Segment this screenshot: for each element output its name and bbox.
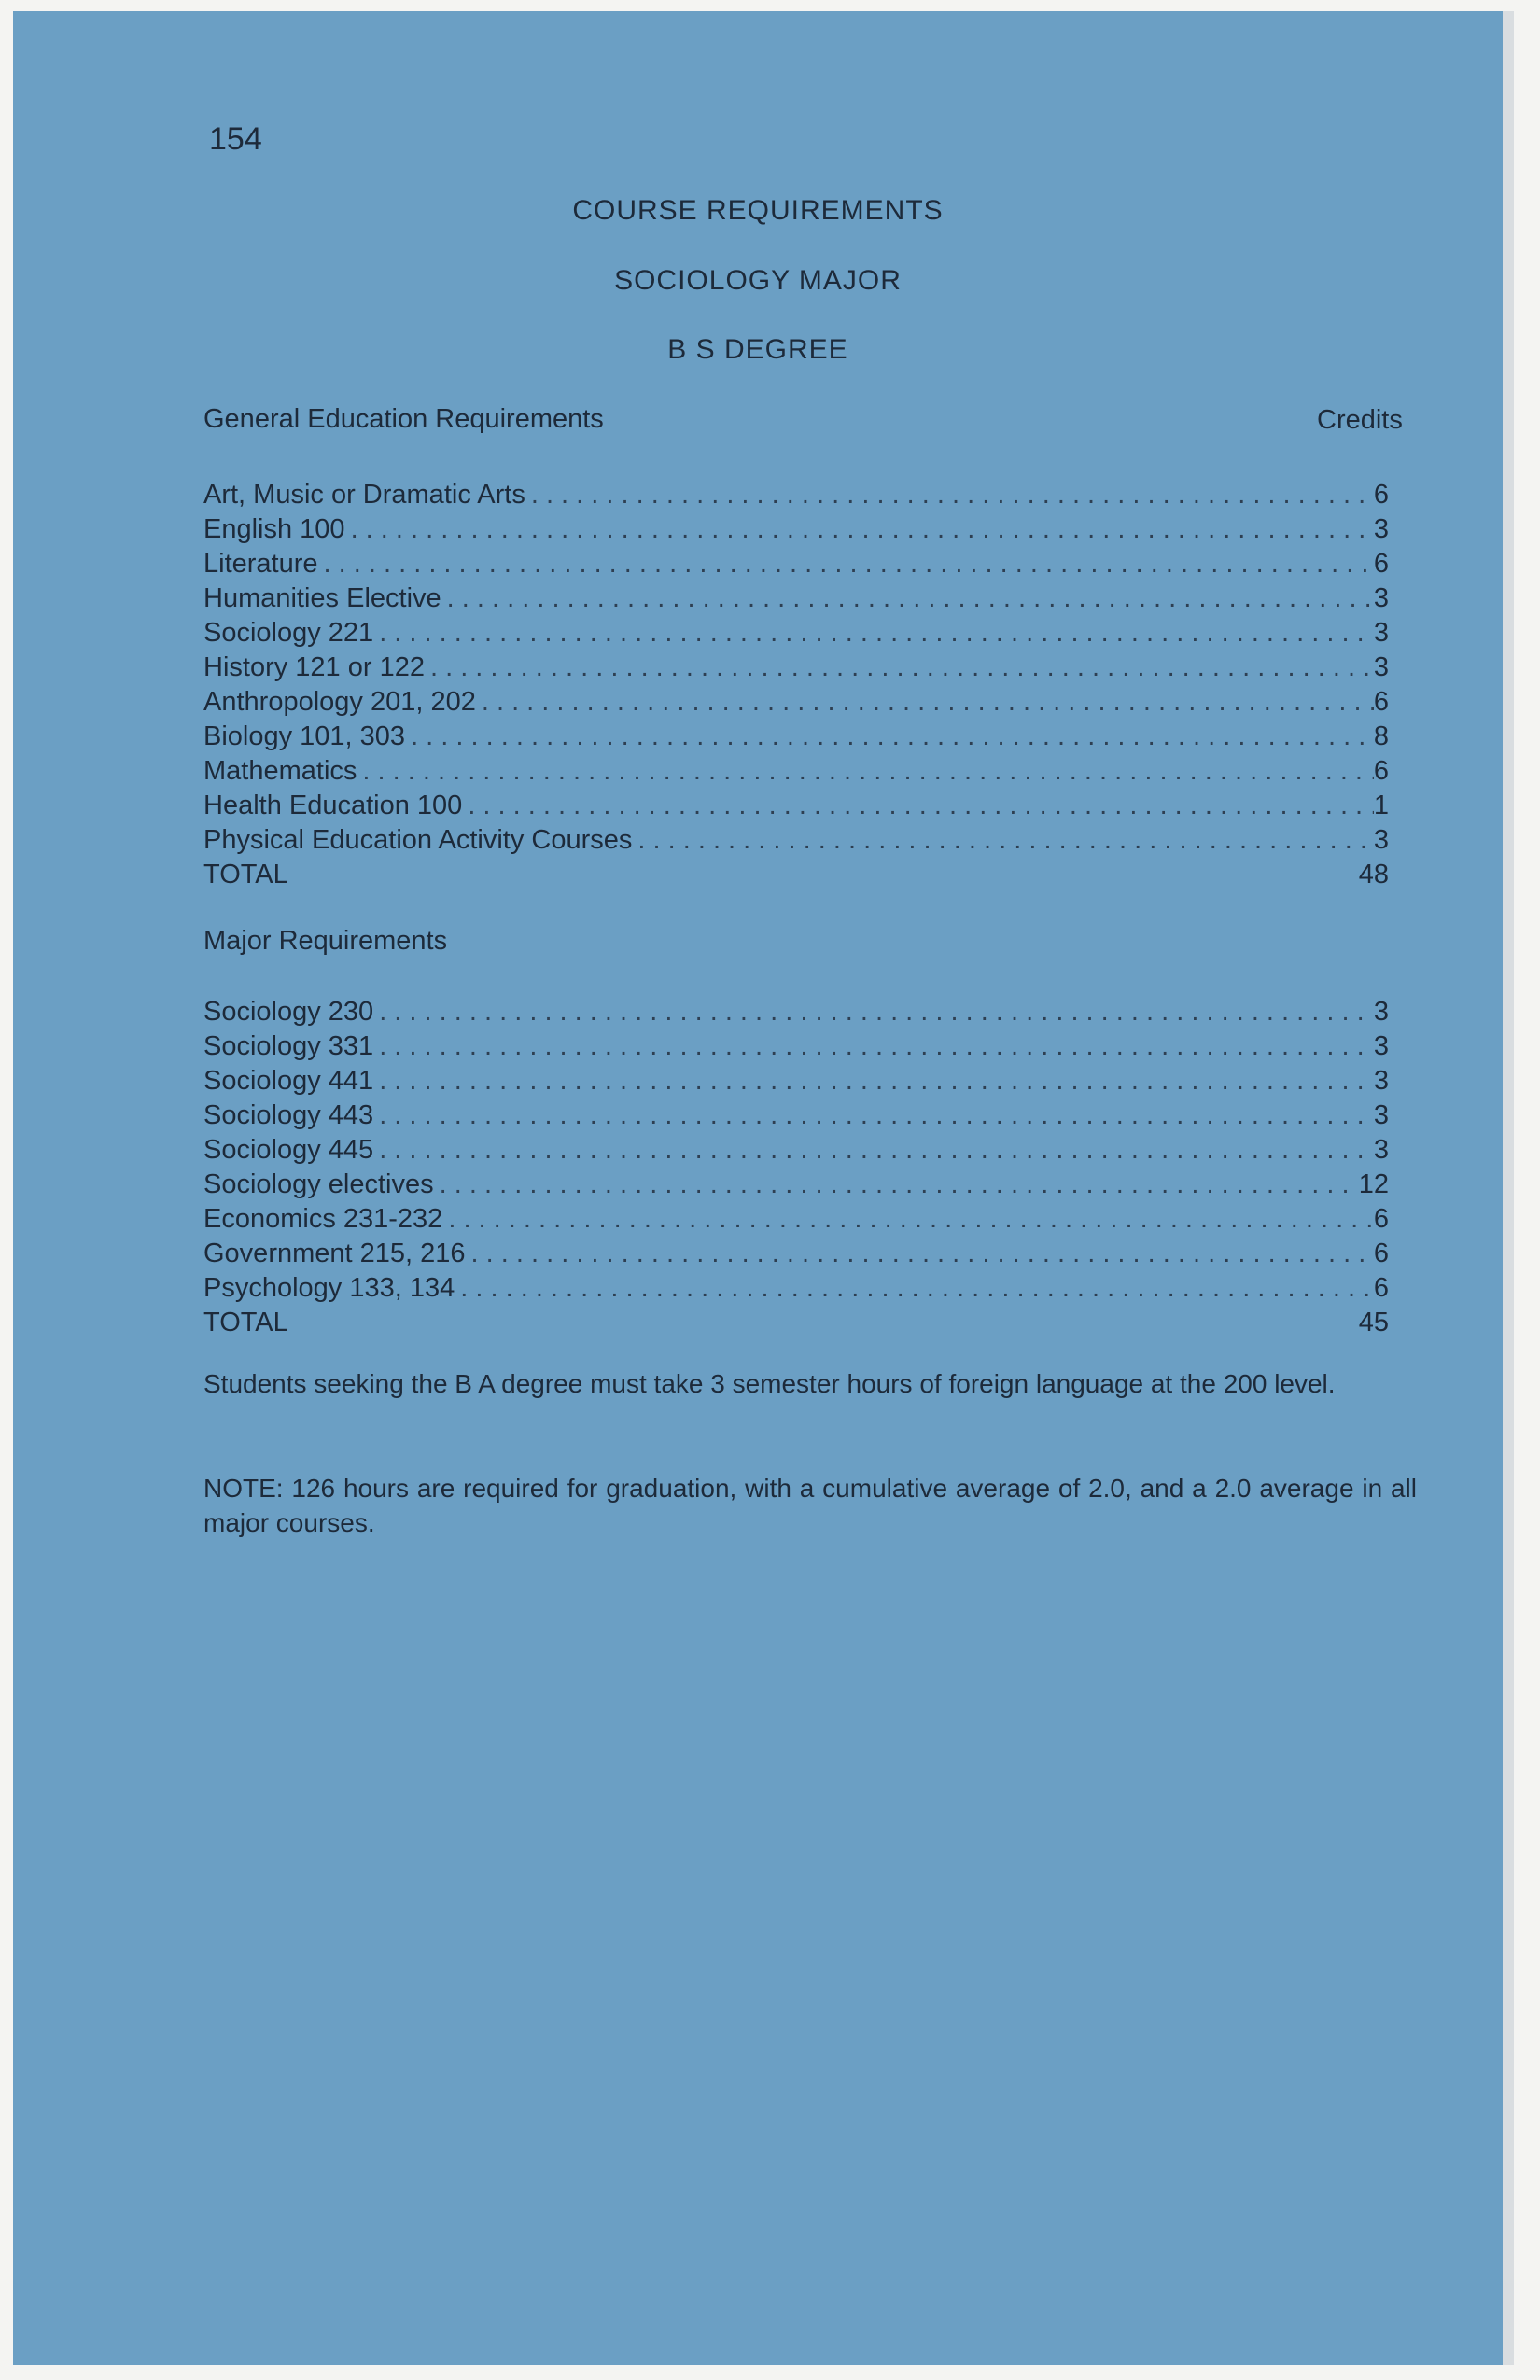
course-label: Sociology 443 — [203, 1100, 374, 1130]
total-label: TOTAL — [203, 1308, 288, 1337]
dot-leader — [379, 995, 1374, 1029]
course-label: Literature — [203, 549, 318, 579]
total-label: TOTAL — [203, 860, 288, 889]
course-credits: 3 — [1373, 1100, 1389, 1130]
course-label: Government 215, 216 — [203, 1239, 466, 1268]
course-label: Art, Music or Dramatic Arts — [203, 480, 525, 510]
list-item — [203, 1271, 1389, 1306]
total-value: 48 — [1358, 860, 1389, 889]
dot-leader — [379, 1029, 1374, 1064]
course-credits: 6 — [1373, 687, 1389, 717]
catalog-page — [13, 11, 1503, 2365]
dot-leader — [637, 823, 1373, 858]
general-total-row — [203, 858, 1389, 892]
major-total-row — [203, 1306, 1389, 1340]
dot-leader — [379, 1133, 1374, 1168]
course-label: Sociology 441 — [203, 1066, 374, 1096]
course-label: Health Education 100 — [203, 791, 463, 820]
list-item — [203, 995, 1389, 1029]
dot-leader — [379, 616, 1374, 651]
dot-leader — [471, 1237, 1374, 1271]
title-degree: B S DEGREE — [667, 334, 848, 365]
page-edge — [1503, 11, 1514, 2365]
course-credits: 3 — [1373, 583, 1389, 613]
course-credits: 12 — [1358, 1169, 1389, 1199]
dot-leader — [379, 1064, 1374, 1099]
dot-leader — [531, 478, 1374, 512]
course-credits: 3 — [1373, 514, 1389, 544]
title-major: SOCIOLOGY MAJOR — [614, 265, 902, 296]
dot-leader — [379, 1099, 1374, 1133]
course-label: Humanities Elective — [203, 583, 441, 613]
course-credits: 3 — [1373, 652, 1389, 682]
course-credits: 3 — [1373, 1066, 1389, 1096]
dot-leader — [324, 547, 1374, 581]
course-credits: 3 — [1373, 1031, 1389, 1061]
list-item — [203, 651, 1389, 685]
course-label: Anthropology 201, 202 — [203, 687, 476, 717]
ba-degree-note: Students seeking the B A degree must take 3 semester hours of foreign language at the 200 level. — [203, 1369, 1336, 1398]
dot-leader — [460, 1271, 1374, 1306]
course-label: Sociology electives — [203, 1169, 434, 1199]
list-item — [203, 685, 1389, 720]
list-item — [203, 1099, 1389, 1133]
list-item — [203, 1202, 1389, 1237]
course-credits: 6 — [1373, 1239, 1389, 1268]
general-education-list — [203, 478, 1389, 892]
course-credits: 6 — [1373, 1273, 1389, 1303]
graduation-note: NOTE: 126 hours are required for graduation, with a cumulative average of 2.0, and a 2.0 average in all major courses. — [203, 1474, 1417, 1537]
list-item — [203, 581, 1389, 616]
course-credits: 6 — [1373, 1204, 1389, 1234]
course-credits: 1 — [1373, 791, 1389, 820]
dot-leader — [448, 1202, 1374, 1237]
list-item — [203, 547, 1389, 581]
course-credits: 3 — [1373, 997, 1389, 1027]
list-item — [203, 1029, 1389, 1064]
title-course-requirements: COURSE REQUIREMENTS — [572, 195, 944, 226]
course-credits: 6 — [1373, 549, 1389, 579]
course-credits: 3 — [1373, 618, 1389, 648]
total-value: 45 — [1358, 1308, 1389, 1337]
major-requirements-heading: Major Requirements — [203, 926, 448, 956]
course-label: Psychology 133, 134 — [203, 1273, 455, 1303]
credits-heading: Credits — [1317, 405, 1403, 435]
course-label: Physical Education Activity Courses — [203, 825, 633, 855]
course-label: Sociology 221 — [203, 618, 374, 648]
course-label: Biology 101, 303 — [203, 721, 406, 751]
general-education-heading: General Education Requirements — [203, 404, 604, 434]
list-item — [203, 823, 1389, 858]
course-label: Sociology 445 — [203, 1135, 374, 1165]
dot-leader — [440, 1168, 1359, 1202]
list-item — [203, 1133, 1389, 1168]
dot-leader — [482, 685, 1374, 720]
dot-leader — [411, 720, 1374, 754]
course-label: Economics 231-232 — [203, 1204, 443, 1234]
course-credits: 6 — [1373, 480, 1389, 510]
dot-leader — [351, 512, 1374, 547]
list-item — [203, 1237, 1389, 1271]
dot-leader — [468, 789, 1374, 823]
list-item — [203, 720, 1389, 754]
dot-leader — [447, 581, 1374, 616]
list-item — [203, 616, 1389, 651]
list-item — [203, 512, 1389, 547]
list-item — [203, 789, 1389, 823]
list-item — [203, 1168, 1389, 1202]
list-item — [203, 754, 1389, 789]
list-item — [203, 478, 1389, 512]
page-number: 154 — [209, 121, 262, 157]
course-label: Mathematics — [203, 756, 357, 786]
list-item — [203, 1064, 1389, 1099]
course-label: History 121 or 122 — [203, 652, 425, 682]
course-credits: 8 — [1373, 721, 1389, 751]
course-label: Sociology 331 — [203, 1031, 374, 1061]
dot-leader — [430, 651, 1374, 685]
dot-leader — [362, 754, 1373, 789]
course-credits: 3 — [1373, 1135, 1389, 1165]
course-credits: 6 — [1373, 756, 1389, 786]
course-credits: 3 — [1373, 825, 1389, 855]
major-requirements-list — [203, 995, 1389, 1340]
course-label: English 100 — [203, 514, 345, 544]
course-label: Sociology 230 — [203, 997, 374, 1027]
